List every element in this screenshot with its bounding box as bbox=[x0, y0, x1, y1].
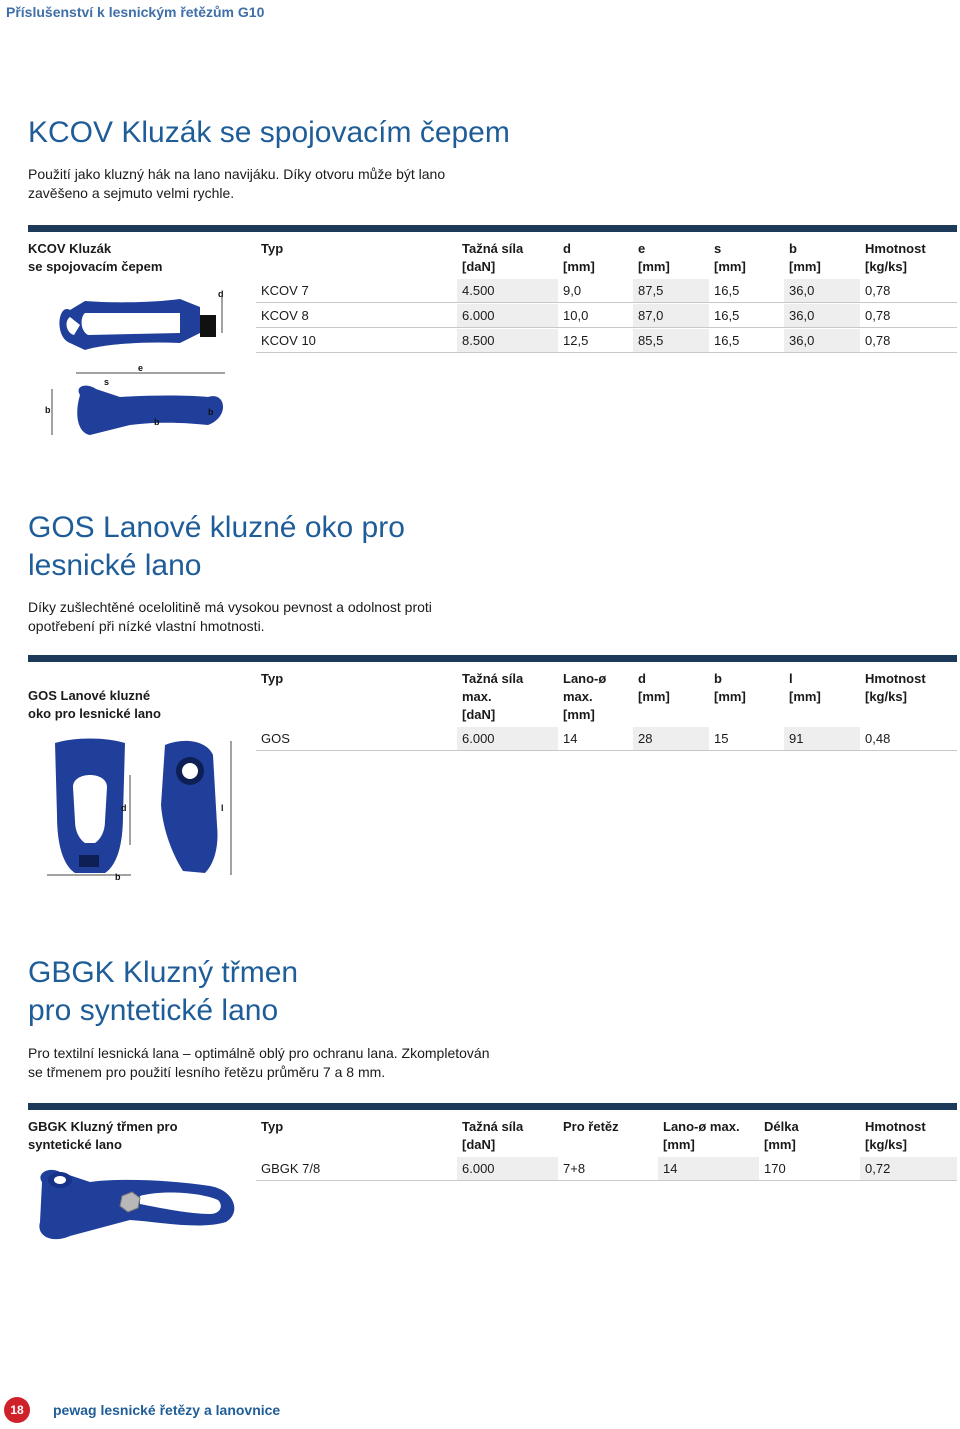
gbgk-description-line-1: Pro textilní lesnická lana – optimálně oblý pro ochranu lana. Zkompletován bbox=[28, 1045, 490, 1061]
cell-force: 6.000 bbox=[457, 304, 558, 327]
gos-table bbox=[256, 670, 957, 751]
gbgk-description-line-2: se třmenem pro použití lesního řetězu průměru 7 a 8 mm. bbox=[28, 1064, 386, 1080]
gos-title-line-1: GOS Lanové kluzné oko pro bbox=[28, 511, 405, 544]
kcov-description-line-1: Použití jako kluzný hák na lano navijáku. Díky otvoru může být lano bbox=[28, 166, 446, 182]
gos-title bbox=[28, 509, 405, 585]
cell-weight: 0,78 bbox=[865, 332, 891, 348]
gos-section-bar bbox=[28, 655, 957, 662]
table-row bbox=[256, 303, 957, 328]
cell-typ: GOS bbox=[261, 730, 290, 746]
gbgk-col-weight: Hmotnost [kg/ks] bbox=[865, 1119, 926, 1152]
cell-typ: KCOV 7 bbox=[261, 282, 309, 298]
page-number: 18 bbox=[4, 1397, 30, 1423]
cell-force: 6.000 bbox=[457, 727, 558, 750]
gbgk-col-rope: Lano-ø max. [mm] bbox=[663, 1119, 740, 1152]
table-row bbox=[256, 1156, 957, 1181]
gos-dim-l: l bbox=[221, 803, 224, 813]
footer-text: pewag lesnické řetězy a lanovnice bbox=[53, 1402, 281, 1418]
gbgk-shackle-icon bbox=[30, 1160, 245, 1255]
gbgk-col-typ: Typ bbox=[261, 1119, 284, 1134]
gos-dim-b: b bbox=[115, 872, 121, 882]
gos-col-d: d [mm] bbox=[638, 671, 670, 704]
gos-dim-d: d bbox=[121, 803, 127, 813]
gbgk-col-length: Délka [mm] bbox=[764, 1119, 799, 1152]
gos-description-line-2: opotřebení při nízké vlastní hmotnosti. bbox=[28, 618, 265, 634]
table-row bbox=[256, 278, 957, 303]
kcov-description bbox=[28, 165, 445, 203]
cell-weight: 0,78 bbox=[865, 307, 891, 323]
kcov-section-bar bbox=[28, 225, 957, 232]
cell-typ: GBGK 7/8 bbox=[261, 1160, 321, 1176]
gbgk-description bbox=[28, 1044, 489, 1082]
kcov-hook-icon bbox=[30, 285, 240, 450]
kcov-col-d: d [mm] bbox=[563, 241, 595, 274]
gos-col-force: Tažná síla max. [daN] bbox=[462, 671, 524, 722]
kcov-table bbox=[256, 240, 957, 353]
cell-d: 28 bbox=[633, 727, 709, 750]
gos-description-line-1: Díky zušlechtěné ocelolitině má vysokou pevnost a odolnost proti bbox=[28, 599, 432, 615]
kcov-col-typ: Typ bbox=[261, 241, 284, 256]
kcov-title: KCOV Kluzák se spojovacím čepem bbox=[28, 116, 510, 149]
gos-col-weight: Hmotnost [kg/ks] bbox=[865, 671, 926, 704]
table-row bbox=[256, 726, 957, 751]
gos-description bbox=[28, 598, 432, 636]
kcov-dim-s: s bbox=[104, 377, 110, 387]
cell-e: 87,5 bbox=[633, 279, 709, 302]
gbgk-title bbox=[28, 954, 298, 1030]
cell-typ: KCOV 10 bbox=[261, 332, 316, 348]
cell-l: 91 bbox=[784, 727, 860, 750]
gbgk-product-label bbox=[28, 1118, 178, 1154]
kcov-dim-b-mid: b bbox=[154, 417, 160, 427]
cell-s: 16,5 bbox=[714, 307, 740, 323]
cell-chain: 7+8 bbox=[563, 1160, 586, 1176]
kcov-dim-b-left: b bbox=[45, 405, 51, 415]
cell-weight: 0,48 bbox=[865, 730, 891, 746]
gos-title-line-2: lesnické lano bbox=[28, 549, 202, 582]
cell-force: 6.000 bbox=[457, 1157, 558, 1180]
cell-weight: 0,78 bbox=[865, 282, 891, 298]
kcov-col-s: s [mm] bbox=[714, 241, 746, 274]
gos-label-line-1: GOS Lanové kluzné bbox=[28, 688, 151, 703]
kcov-col-force: Tažná síla [daN] bbox=[462, 241, 524, 274]
cell-force: 4.500 bbox=[457, 279, 558, 302]
kcov-dim-b-right: b bbox=[208, 407, 214, 417]
gbgk-table bbox=[256, 1118, 957, 1181]
gbgk-section-bar bbox=[28, 1103, 957, 1110]
cell-typ: KCOV 8 bbox=[261, 307, 309, 323]
kcov-product-label bbox=[28, 240, 162, 276]
gbgk-table-header bbox=[256, 1118, 957, 1156]
gos-col-l: l [mm] bbox=[789, 671, 821, 704]
gos-label-line-2: oko pro lesnické lano bbox=[28, 706, 161, 721]
cell-b: 15 bbox=[714, 730, 729, 746]
cell-weight: 0,72 bbox=[860, 1157, 957, 1180]
gbgk-col-chain: Pro řetěz bbox=[563, 1119, 619, 1134]
cell-d: 12,5 bbox=[563, 332, 589, 348]
gbgk-title-line-2: pro syntetické lano bbox=[28, 994, 279, 1027]
kcov-dim-d: d bbox=[218, 289, 224, 299]
cell-d: 10,0 bbox=[563, 307, 589, 323]
cell-e: 87,0 bbox=[633, 304, 709, 327]
gos-eye-icon bbox=[35, 735, 245, 890]
kcov-table-header bbox=[256, 240, 957, 278]
header-title: Příslušenství k lesnickým řetězům G10 bbox=[6, 4, 265, 20]
table-row bbox=[256, 328, 957, 353]
kcov-col-e: e [mm] bbox=[638, 241, 670, 274]
gos-col-b: b [mm] bbox=[714, 671, 746, 704]
cell-b: 36,0 bbox=[784, 329, 860, 352]
kcov-col-weight: Hmotnost [kg/ks] bbox=[865, 241, 926, 274]
gbgk-label-line-2: syntetické lano bbox=[28, 1137, 122, 1152]
gos-col-typ: Typ bbox=[261, 671, 284, 686]
gos-col-rope: Lano-ø max. [mm] bbox=[563, 671, 607, 722]
gbgk-title-line-1: GBGK Kluzný třmen bbox=[28, 956, 299, 989]
kcov-description-line-2: zavěšeno a sejmuto velmi rychle. bbox=[28, 185, 235, 201]
cell-rope: 14 bbox=[658, 1157, 759, 1180]
cell-d: 9,0 bbox=[563, 282, 582, 298]
cell-b: 36,0 bbox=[784, 304, 860, 327]
cell-length: 170 bbox=[764, 1160, 786, 1176]
gos-product-label bbox=[28, 687, 161, 723]
gos-table-header bbox=[256, 670, 957, 726]
cell-e: 85,5 bbox=[633, 329, 709, 352]
cell-s: 16,5 bbox=[714, 332, 740, 348]
cell-rope: 14 bbox=[563, 730, 578, 746]
kcov-dim-e: e bbox=[138, 363, 144, 373]
cell-s: 16,5 bbox=[714, 282, 740, 298]
gbgk-label-line-1: GBGK Kluzný třmen pro bbox=[28, 1119, 178, 1134]
kcov-label-line-2: se spojovacím čepem bbox=[28, 259, 163, 274]
gbgk-col-force: Tažná síla [daN] bbox=[462, 1119, 524, 1152]
kcov-label-line-1: KCOV Kluzák bbox=[28, 241, 112, 256]
cell-b: 36,0 bbox=[784, 279, 860, 302]
cell-force: 8.500 bbox=[457, 329, 558, 352]
kcov-col-b: b [mm] bbox=[789, 241, 821, 274]
